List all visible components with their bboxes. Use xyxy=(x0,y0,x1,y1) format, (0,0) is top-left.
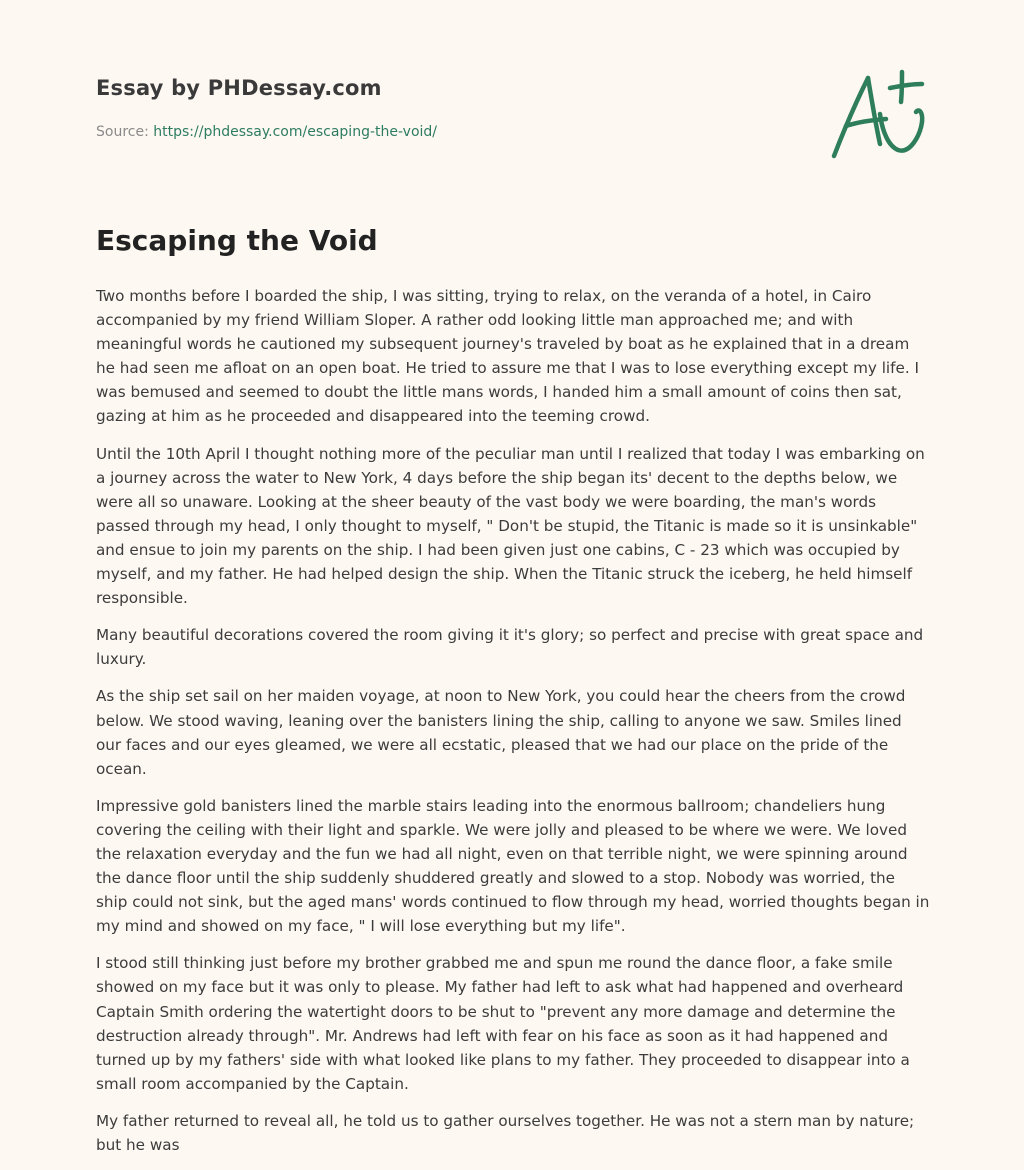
site-title: Essay by PHDessay.com xyxy=(96,76,382,100)
essay-paragraph: My father returned to reveal all, he told us to gather ourselves together. He was not a stern man by nature; but he was xyxy=(96,1111,915,1154)
essay-title: Escaping the Void xyxy=(96,224,378,257)
essay-paragraph: Impressive gold banisters lined the marble stairs leading into the enormous ballroom; chandeliers hung covering the ceiling with their light and sparkle. We were jolly and pleased to be where we were. We loved the relaxation everyday and the fun we had all night, even on that terrible night, we were spinning around the dance floor until the ship suddenly shuddered greatly and slowed to a stop. Nobody was worried, the ship could not sink, but the aged mans' words continued to flow through my head, worried thoughts began in my mind and showed on my face, " I will lose everything but my life". xyxy=(96,796,930,936)
essay-paragraph: Two months before I boarded the ship, I was sitting, trying to relax, on the veranda of a hotel, in Cairo accompanied by my friend William Sloper. A rather odd looking little man approached me; and with meaningful words he cautioned my subsequent journey's traveled by boat as he explained that in a dream he had seen me afloat on an open boat. He tried to assure me that I was to lose everything except my life. I was bemused and seemed to doubt the little mans words, I handed him a small amount of coins then sat, gazing at him as he proceeded and disappeared into the teeming crowd. xyxy=(96,287,919,426)
essay-paragraph: Many beautiful decorations covered the room giving it it's glory; so perfect and precise with great space and luxury. xyxy=(96,626,924,669)
source-line xyxy=(96,124,437,140)
page-header xyxy=(96,76,928,176)
source-link[interactable]: https://phdessay.com/escaping-the-void/ xyxy=(153,124,437,140)
essay-paragraph: As the ship set sail on her maiden voyage, at noon to New York, you could hear the cheers from the crowd below. We stood waving, leaning over the banisters lining the ship, calling to anyone we saw. Smiles lined our faces and our eyes gleamed, we were all ecstatic, pleased that we had our place on the pride of the ocean. xyxy=(96,687,906,778)
essay-body xyxy=(96,284,930,1170)
essay-paragraph: I stood still thinking just before my brother grabbed me and spun me round the dance floor, a fake smile showed on my face but it was only to please. My father had left to ask what had happened and overheard Captain Smith ordering the watertight doors to be shut to "prevent any more damage and determine the destruction already through". Mr. Andrews had left with fear on his face as soon as it had happened and turned up by my fathers' side with what looked like plans to my father. They proceeded to disappear into a small room accompanied by the Captain. xyxy=(96,954,910,1093)
source-label: Source: xyxy=(96,124,154,140)
a-plus-logo-icon xyxy=(824,68,928,164)
essay-paragraph: Until the 10th April I thought nothing more of the peculiar man until I realized that today I was embarking on a journey across the water to New York, 4 days before the ship began its' decent to the depths below, we were all so unaware. Looking at the sheer beauty of the vast body we were boarding, the man's words passed through my head, I only thought to myself, " Don't be stupid, the Titanic is made so it is unsinkable" and ensue to join my parents on the ship. I had been given just one cabins, C - 23 which was occupied by myself, and my father. He had helped design the ship. When the Titanic struck the iceberg, he held himself responsible. xyxy=(96,444,925,608)
